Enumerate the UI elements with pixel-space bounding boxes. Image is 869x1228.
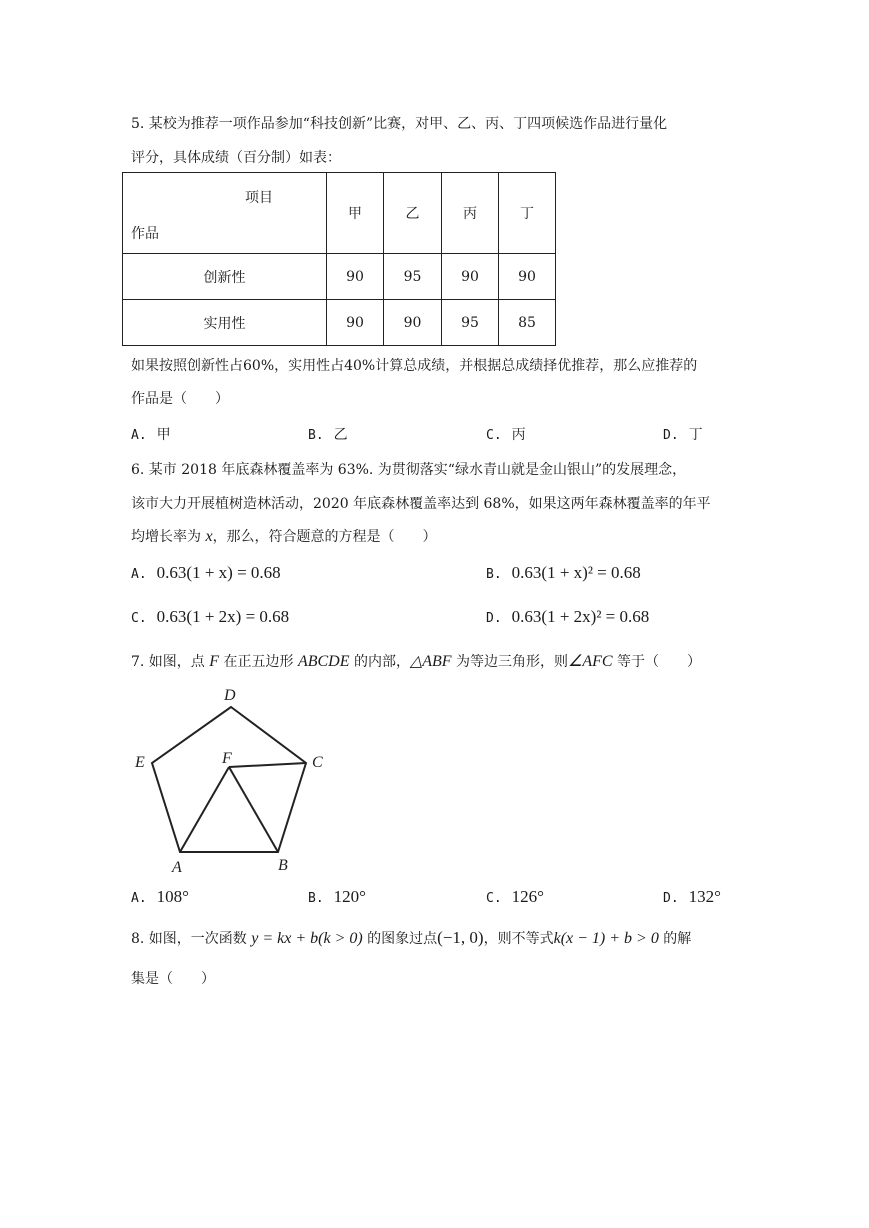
- vertex-label-c: C: [312, 754, 323, 771]
- table-cell: 85: [499, 300, 556, 346]
- option-text: 乙: [333, 427, 348, 443]
- column-header: 丙: [442, 173, 499, 254]
- option-equation: 0.63(1 + 2x)² = 0.68: [511, 607, 650, 626]
- segment-cf: [229, 763, 306, 767]
- option-label: C.: [131, 611, 147, 626]
- point-f-label: F: [209, 653, 220, 670]
- column-header: 乙: [384, 173, 442, 254]
- q6-line3: [131, 526, 437, 546]
- q7-option-d: [663, 887, 721, 907]
- q6-line3-text: 均增长率为: [131, 529, 206, 545]
- vertex-label-f: F: [222, 750, 232, 767]
- option-equation: 0.63(1 + 2x) = 0.68: [156, 607, 290, 626]
- header-bottom-label: 作品: [131, 226, 159, 242]
- table-header-row: [123, 173, 556, 254]
- option-label: B.: [308, 891, 324, 906]
- vertex-label-a: A: [172, 859, 182, 876]
- option-value: 108°: [156, 887, 189, 906]
- segment-bf: [229, 767, 278, 852]
- q6-line3-text: ，那么，符合题意的方程是（ ）: [212, 529, 437, 545]
- q6-line2: 该市大力开展植树造林活动，2020 年底森林覆盖率达到 68%，如果这两年森林覆盖率的年平: [131, 496, 711, 512]
- q5-line3: 如果按照创新性占60%，实用性占40%计算总成绩，并根据总成绩择优推荐，那么应推荐的: [131, 358, 698, 374]
- column-header: 甲: [327, 173, 384, 254]
- q6-option-b: [486, 563, 641, 583]
- option-label: A.: [131, 428, 147, 443]
- table-row: [123, 254, 556, 300]
- q7-text: 在正五边形: [219, 654, 298, 670]
- q8-text: 的解: [658, 931, 692, 947]
- q7-option-a: [131, 887, 189, 907]
- option-label: B.: [486, 567, 502, 582]
- vertex-label-e: E: [135, 754, 145, 771]
- option-label: D.: [663, 891, 679, 906]
- vertex-label-d: D: [224, 687, 236, 704]
- q6-option-d: [486, 607, 649, 627]
- q8-inequality: k(x − 1) + b > 0: [553, 930, 659, 947]
- q6-option-a: [131, 563, 281, 583]
- option-value: 120°: [333, 887, 366, 906]
- q5-line4: 作品是（ ）: [131, 391, 229, 407]
- q7-option-b: [308, 887, 366, 907]
- score-table: [122, 172, 556, 346]
- q5-line2: 评分，具体成绩（百分制）如表：: [131, 150, 341, 166]
- option-equation: 0.63(1 + x)² = 0.68: [511, 563, 641, 582]
- option-value: 132°: [688, 887, 721, 906]
- q8-point: (−1, 0): [437, 928, 484, 947]
- option-label: A.: [131, 567, 147, 582]
- q6-line1: 6. 某市 2018 年底森林覆盖率为 63%. 为贯彻落实“绿水青山就是金山银山”的发展理念，: [131, 462, 687, 478]
- q7-text: 等于（ ）: [612, 654, 702, 670]
- q7-text: 7. 如图，点: [131, 654, 210, 670]
- option-value: 126°: [511, 887, 544, 906]
- row-label: 实用性: [123, 300, 327, 346]
- q7-text: 的内部，: [349, 654, 410, 670]
- q8-line2: 集是（ ）: [131, 971, 215, 987]
- angle-name: ∠AFC: [568, 653, 613, 670]
- table-cell: 90: [499, 254, 556, 300]
- q7-option-c: [486, 887, 544, 907]
- q5-line1: 5. 某校为推荐一项作品参加“科技创新”比赛，对甲、乙、丙、丁四项候选作品进行量化: [131, 116, 668, 132]
- option-label: A.: [131, 891, 147, 906]
- variable-x: x: [205, 528, 213, 545]
- table-cell: 95: [384, 254, 442, 300]
- option-equation: 0.63(1 + x) = 0.68: [156, 563, 281, 582]
- q8-text: ，则不等式: [483, 931, 554, 947]
- q5-option-c: [486, 424, 526, 444]
- vertex-label-b: B: [278, 857, 288, 874]
- option-label: B.: [308, 428, 324, 443]
- q8-line1: [131, 928, 691, 948]
- table-corner-cell: [123, 173, 327, 254]
- segment-af: [180, 767, 229, 852]
- option-text: 甲: [156, 427, 171, 443]
- table-cell: 90: [327, 300, 384, 346]
- pentagon-figure: [130, 680, 340, 880]
- q5-option-b: [308, 424, 348, 444]
- pentagon-name: ABCDE: [297, 653, 350, 670]
- option-label: C.: [486, 891, 502, 906]
- option-label: D.: [486, 611, 502, 626]
- q8-function: y = kx + b(k > 0): [251, 930, 363, 947]
- q5-option-d: [663, 424, 703, 444]
- header-top-label: 项目: [245, 190, 273, 206]
- table-row: [123, 300, 556, 346]
- option-label: C.: [486, 428, 502, 443]
- table-cell: 90: [384, 300, 442, 346]
- column-header: 丁: [499, 173, 556, 254]
- row-label: 创新性: [123, 254, 327, 300]
- q7-text: 为等边三角形，则: [451, 654, 569, 670]
- q5-option-a: [131, 424, 171, 444]
- option-text: 丙: [511, 427, 526, 443]
- triangle-name: △ABF: [409, 653, 452, 670]
- q7-stem: [131, 651, 701, 671]
- table-cell: 90: [327, 254, 384, 300]
- table-cell: 95: [442, 300, 499, 346]
- option-text: 丁: [688, 427, 703, 443]
- option-label: D.: [663, 428, 679, 443]
- q8-text: 的图象过点: [362, 931, 438, 947]
- table-cell: 90: [442, 254, 499, 300]
- pentagon-abcde: [152, 707, 306, 852]
- q6-option-c: [131, 607, 289, 627]
- q8-text: 8. 如图，一次函数: [131, 931, 252, 947]
